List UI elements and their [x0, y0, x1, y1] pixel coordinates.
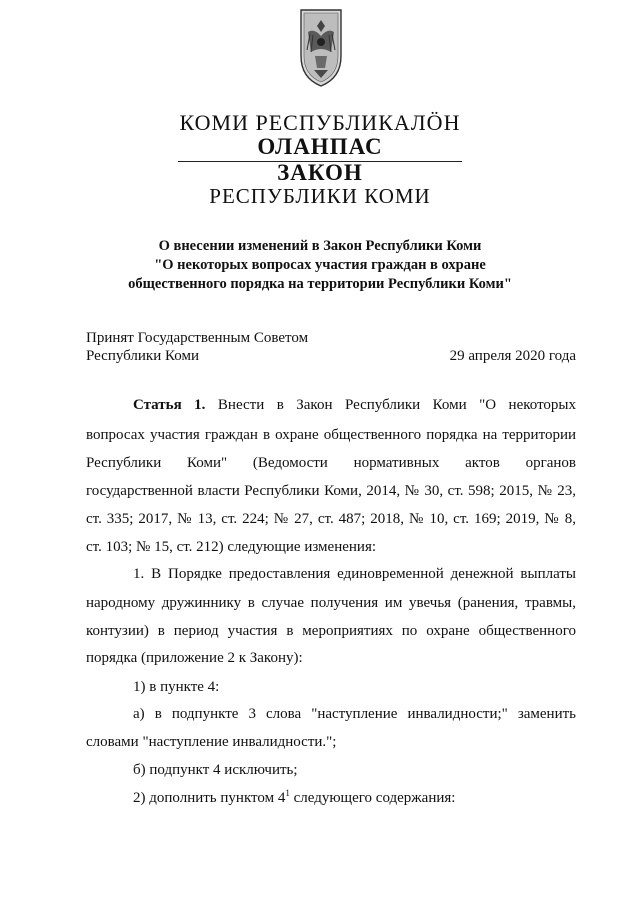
article-label: Статья 1. [133, 397, 206, 413]
header-law-title: ЗАКОН [277, 160, 363, 185]
subitem-1: 1) в пункте 4: [133, 679, 220, 695]
subitem-b: б) подпункт 4 исключить; [133, 762, 298, 778]
article-line: государственной власти Республики Коми, 2014, № 30, ст. 598; 2015, № 23, [86, 483, 576, 499]
subitem-a-line1: а) в подпункте 3 слова "наступление инвалидности;" заменить [133, 706, 576, 722]
coat-of-arms-emblem [298, 6, 344, 88]
law-title-line2: "О некоторых вопросах участия граждан в охране [154, 257, 486, 273]
article-first-line [133, 397, 576, 414]
header-komi-line2: ОЛАНПАС [257, 134, 383, 159]
adoption-date: 29 апреля 2020 года [449, 348, 576, 364]
subitem-2-text: 2) дополнить пунктом 4 [133, 790, 286, 806]
subitem-2-end: следующего содержания: [289, 790, 456, 806]
item1-line: контузии) в период участия в мероприятиях по охране общественного [86, 623, 576, 639]
article-line: Республики Коми" (Ведомости нормативных актов органов [86, 455, 576, 471]
adoption-line2: Республики Коми [86, 348, 199, 364]
law-title-line3: общественного порядка на территории Республики Коми" [128, 276, 512, 292]
header-komi-line1: КОМИ РЕСПУБЛИКАЛÖН [179, 110, 461, 135]
law-title-line1: О внесении изменений в Закон Республики Коми [158, 238, 482, 254]
article-line: ст. 103; № 15, ст. 212) следующие изменения: [86, 539, 377, 555]
header-republic: РЕСПУБЛИКИ КОМИ [209, 184, 431, 208]
adoption-line1: Принят Государственным Советом [86, 330, 309, 346]
item1-first-line: 1. В Порядке предоставления единовременной денежной выплаты [133, 566, 576, 582]
article-line: вопросах участия граждан в охране общественного порядка на территории [86, 427, 576, 443]
item1-line: народному дружиннику в случае получения им увечья (ранения, травмы, [86, 595, 576, 611]
subitem-2 [133, 790, 455, 807]
subitem-a-line2: словами "наступление инвалидности."; [86, 734, 337, 750]
article-line: ст. 335; 2017, № 13, ст. 224; № 27, ст. 487; 2018, № 10, ст. 169; 2019, № 8, [86, 511, 576, 527]
article-first-line-text: Внести в Закон Республики Коми "О некоторых [217, 397, 577, 413]
item1-line: порядка (приложение 2 к Закону): [86, 650, 303, 666]
subitem-2-superscript: 1 [285, 788, 290, 798]
